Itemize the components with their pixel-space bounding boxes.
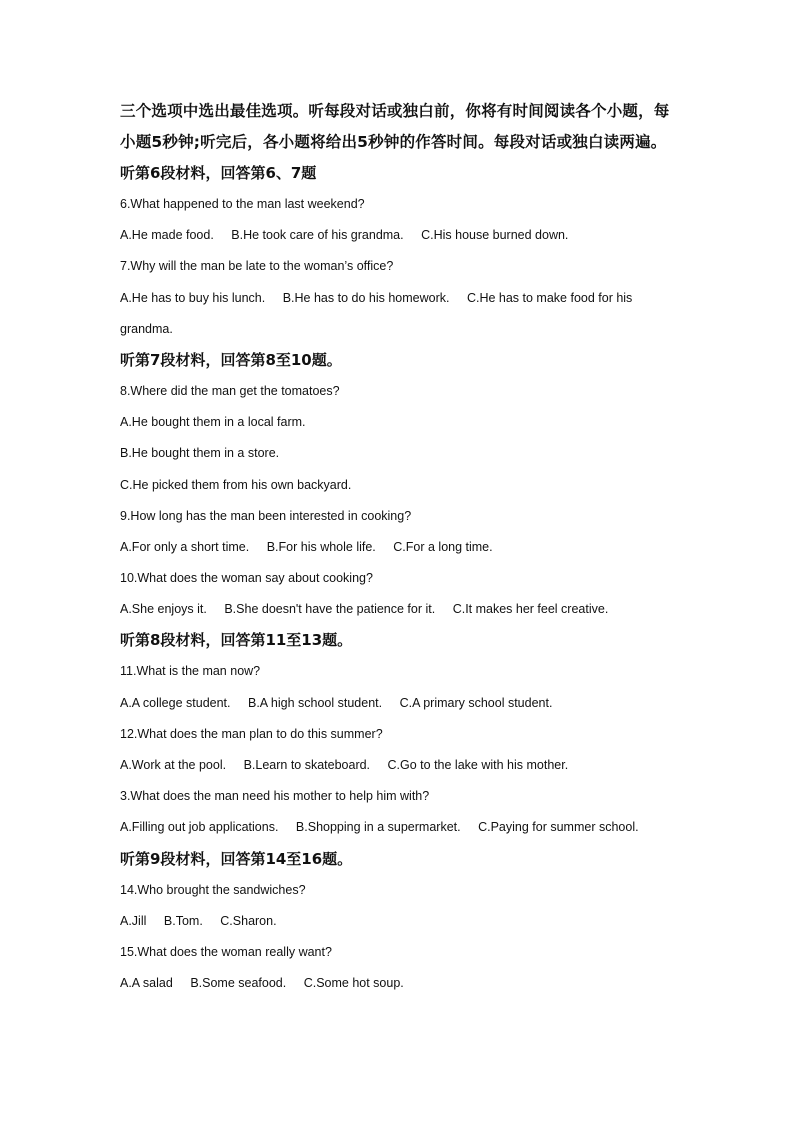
option-c: C.Sharon. (220, 913, 277, 928)
question-7-options (120, 283, 680, 314)
question-14: 14.Who brought the sandwiches? (120, 882, 306, 897)
section-heading-8: 听第8段材料，回答第11至13题。 (120, 631, 353, 650)
option-b: B.Tom. (163, 913, 203, 928)
question-7: 7.Why will the man be late to the woman’s office? (120, 259, 394, 274)
question-8: 8.Where did the man get the tomatoes? (120, 383, 340, 398)
option-b: B.For his whole life. (266, 539, 376, 554)
option-c: C.Go to the lake with his mother. (387, 758, 569, 772)
document-content (120, 96, 680, 999)
option-b: B.He took care of his grandma. (231, 228, 404, 243)
option-a: A.A college student. (120, 695, 231, 710)
instructions-paragraph: 三个选项中选出最佳选项。听每段对话或独白前，你将有时间阅读各个小题，每小题5秒钟;听完后，各小题将给出5秒钟的作答时间。每段对话或独白读两遍。 (120, 102, 670, 151)
question-8-option-c: C.He picked them from his own backyard. (120, 477, 352, 492)
option-b: B.Some seafood. (190, 976, 287, 991)
option-a: A.He made food. (120, 228, 214, 243)
question-8-option-a: A.He bought them in a local farm. (120, 415, 306, 430)
question-12: 12.What does the man plan to do this summer? (120, 726, 383, 741)
option-b: B.A high school student. (247, 695, 383, 710)
option-b: B.He has to do his homework. (282, 290, 450, 305)
option-a: A.Filling out job applications. (120, 820, 279, 835)
question-6: 6.What happened to the man last weekend? (120, 197, 365, 211)
option-a: A.She enjoys it. (120, 602, 207, 617)
question-13-options (120, 812, 680, 843)
section-heading-7: 听第7段材料，回答第8至10题。 (120, 350, 342, 369)
option-c: C.A primary school student. (399, 695, 553, 710)
question-11: 11.What is the man now? (120, 664, 261, 679)
question-14-options (120, 906, 680, 937)
option-b: B.Learn to skateboard. (243, 758, 371, 772)
question-6-options (120, 220, 680, 251)
section-heading-9: 听第9段材料，回答第14至16题。 (120, 849, 353, 868)
question-15-options (120, 968, 680, 999)
option-a: A.Work at the pool. (120, 758, 227, 772)
option-b: B.She doesn't have the patience for it. (224, 602, 436, 617)
option-a: A.For only a short time. (120, 539, 250, 554)
section-heading-6: 听第6段材料，回答第6、7题 (120, 164, 317, 182)
option-c: C.For a long time. (393, 539, 493, 554)
question-7-options-continued: grandma. (120, 321, 173, 336)
question-11-options (120, 688, 680, 719)
question-12-options (120, 750, 680, 781)
option-b: B.Shopping in a supermarket. (295, 820, 461, 835)
option-a: A.Jill (120, 913, 147, 928)
option-a: A.He has to buy his lunch. (120, 290, 266, 305)
question-9: 9.How long has the man been interested in cooking? (120, 508, 412, 523)
question-10-options (120, 594, 680, 625)
question-10: 10.What does the woman say about cooking? (120, 571, 373, 586)
option-c: C.Paying for summer school. (478, 820, 639, 835)
option-c: C.It makes her feel creative. (452, 602, 609, 617)
option-c: C.His house burned down. (421, 228, 569, 243)
question-8-option-b: B.He bought them in a store. (120, 446, 280, 461)
question-15: 15.What does the woman really want? (120, 944, 332, 959)
option-c-part1: C.He has to make food for his (466, 290, 633, 305)
question-13: 3.What does the man need his mother to help him with? (120, 789, 430, 804)
question-9-options (120, 532, 680, 563)
option-c: C.Some hot soup. (303, 976, 404, 991)
option-a: A.A salad (120, 976, 173, 991)
